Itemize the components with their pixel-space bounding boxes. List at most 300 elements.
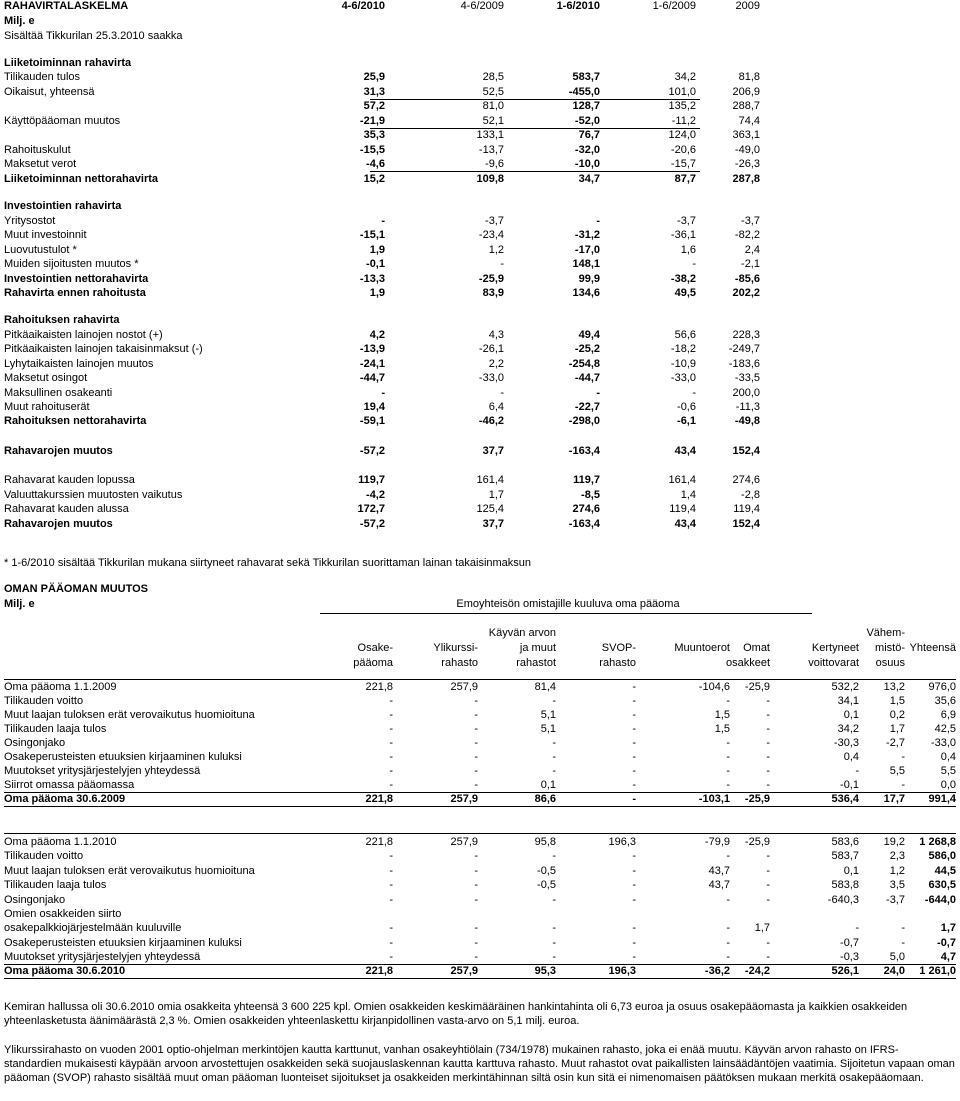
cell-value: - bbox=[766, 709, 770, 721]
cell-value: - bbox=[389, 937, 393, 949]
row-label: Oma pääoma 30.6.2010 bbox=[4, 965, 126, 977]
row-label: Rahoituskulut bbox=[4, 144, 71, 156]
cell-value: 221,8 bbox=[365, 681, 393, 693]
cell-value: 0,1 bbox=[843, 865, 859, 877]
cell-value: 586,0 bbox=[928, 850, 956, 862]
cell-value: -8,5 bbox=[581, 489, 600, 501]
cell-value: - bbox=[632, 850, 636, 862]
cell-value: 1,6 bbox=[680, 244, 696, 256]
cell-value: 19,2 bbox=[883, 836, 905, 848]
cell-value: 81,4 bbox=[534, 681, 556, 693]
cell-value: -17,0 bbox=[574, 244, 600, 256]
equity-row bbox=[4, 778, 956, 792]
cell-value: -163,4 bbox=[568, 518, 600, 530]
cell-value: -36,2 bbox=[704, 965, 730, 977]
equity-col-header: rahasto bbox=[441, 657, 478, 669]
cell-value: -104,6 bbox=[698, 681, 730, 693]
cell-value: - bbox=[389, 779, 393, 791]
cashflow-row bbox=[4, 257, 956, 271]
cashflow-row bbox=[4, 214, 956, 228]
cell-value: - bbox=[632, 894, 636, 906]
cell-value: 134,6 bbox=[572, 287, 600, 299]
equity-header-line bbox=[4, 641, 956, 655]
cell-value: - bbox=[632, 879, 636, 891]
cell-value: -21,9 bbox=[359, 115, 385, 127]
cashflow-title: RAHAVIRTALASKELMA bbox=[4, 0, 129, 12]
cell-value: 206,9 bbox=[732, 86, 760, 98]
cell-value: - bbox=[389, 850, 393, 862]
equity-col-header: pääoma bbox=[353, 657, 393, 669]
cell-value: - bbox=[552, 695, 556, 707]
cell-value: 24,0 bbox=[883, 965, 905, 977]
cell-value: - bbox=[474, 751, 478, 763]
row-label: Oma pääoma 1.1.2009 bbox=[4, 681, 117, 693]
row-label: Investointien nettorahavirta bbox=[4, 273, 149, 285]
cell-value: - bbox=[632, 865, 636, 877]
total-rule-top bbox=[4, 792, 956, 793]
cell-value: - bbox=[901, 922, 905, 934]
equity-col-header: Muuntoerot bbox=[674, 642, 730, 654]
cell-value: - bbox=[766, 879, 770, 891]
cell-value: 34,7 bbox=[578, 173, 600, 185]
cell-value: 196,3 bbox=[608, 836, 636, 848]
cell-value: -36,1 bbox=[670, 229, 696, 241]
cell-value: - bbox=[726, 951, 730, 963]
cell-value: - bbox=[552, 751, 556, 763]
cashflow-row bbox=[4, 272, 956, 286]
cell-value: - bbox=[596, 387, 600, 399]
cell-value: -24,1 bbox=[359, 358, 385, 370]
row-label: Oikaisut, yhteensä bbox=[4, 86, 95, 98]
cell-value: -3,7 bbox=[485, 215, 504, 227]
cell-value: -49,8 bbox=[734, 415, 760, 427]
cashflow-row bbox=[4, 85, 956, 99]
cell-value: 221,8 bbox=[365, 793, 393, 805]
cell-value: - bbox=[474, 779, 478, 791]
cell-value: - bbox=[632, 765, 636, 777]
cell-value: - bbox=[389, 751, 393, 763]
cell-value: 0,1 bbox=[540, 779, 556, 791]
equity-row bbox=[4, 964, 956, 978]
cell-value: - bbox=[474, 922, 478, 934]
cashflow-row bbox=[4, 157, 956, 171]
equity-row bbox=[4, 792, 956, 806]
cashflow-footnote-row bbox=[4, 556, 956, 570]
cell-value: -0,1 bbox=[366, 258, 385, 270]
cell-value: -0,7 bbox=[840, 937, 859, 949]
cashflow-row bbox=[4, 328, 956, 342]
cell-value: 630,5 bbox=[928, 879, 956, 891]
cell-value: 76,7 bbox=[578, 129, 600, 141]
cashflow-row bbox=[4, 99, 956, 113]
cell-value: 1,5 bbox=[714, 723, 730, 735]
cell-value: 196,3 bbox=[608, 965, 636, 977]
cell-value: -10,9 bbox=[670, 358, 696, 370]
cell-value: 200,0 bbox=[732, 387, 760, 399]
equity-col-header: Ylikurssi- bbox=[433, 642, 478, 654]
total-rule-bottom bbox=[4, 806, 956, 807]
equity-row bbox=[4, 864, 956, 878]
cell-value: 83,9 bbox=[482, 287, 504, 299]
cell-value: - bbox=[474, 850, 478, 862]
cell-value: -22,7 bbox=[574, 401, 600, 413]
cell-value: 34,2 bbox=[674, 71, 696, 83]
row-label: Muutokset yritysjärjestelyjen yhteydessä bbox=[4, 765, 201, 777]
cell-value: - bbox=[632, 793, 636, 805]
treasury-shares-text: Kemiran hallussa oli 30.6.2010 omia osakkeita yhteensä 3 600 225 kpl. Omien osakkeiden keskimääräinen hankintahinta oli 6,73 euroa ja osuus osakepääomasta ja kaikkien osakkeiden yhteenlasketusta äänimäärästä 2,3 %. Omien osakkeiden yhteenlaskettu kirjanpidollinen vasta-arvo on 5,1 milj. euroa. bbox=[4, 1001, 908, 1027]
equity-title: OMAN PÄÄOMAN MUUTOS bbox=[4, 583, 149, 595]
cell-value: 35,3 bbox=[363, 129, 385, 141]
cell-value: 35,6 bbox=[934, 695, 956, 707]
equity-col-header: ja muut bbox=[519, 642, 556, 654]
cell-value: -57,2 bbox=[359, 445, 385, 457]
cell-value: 257,9 bbox=[450, 836, 478, 848]
row-label: Rahavarat kauden lopussa bbox=[4, 474, 135, 486]
row-label: Käyttöpääoman muutos bbox=[4, 115, 121, 127]
row-label: Maksullinen osakeanti bbox=[4, 387, 113, 399]
cell-value: -4,2 bbox=[366, 489, 385, 501]
cell-value: 128,7 bbox=[572, 100, 600, 112]
cell-value: -23,4 bbox=[478, 229, 504, 241]
equity-group-header: Emoyhteisön omistajille kuuluva oma pääoma bbox=[456, 598, 680, 610]
cashflow-row bbox=[4, 56, 956, 70]
cell-value: - bbox=[726, 894, 730, 906]
cell-value: 532,2 bbox=[831, 681, 859, 693]
cell-value: 19,4 bbox=[363, 401, 385, 413]
cell-value: - bbox=[500, 387, 504, 399]
cell-value: -79,9 bbox=[704, 836, 730, 848]
cashflow-row bbox=[4, 128, 956, 142]
row-label: Investointien rahavirta bbox=[4, 200, 122, 212]
cashflow-row bbox=[4, 414, 956, 428]
cell-value: -254,8 bbox=[568, 358, 600, 370]
cell-value: - bbox=[552, 951, 556, 963]
cell-value: 119,4 bbox=[669, 503, 696, 515]
row-label: Maksetut osingot bbox=[4, 372, 88, 384]
row-label: Rahavarojen muutos bbox=[4, 445, 113, 457]
cell-value: 363,1 bbox=[732, 129, 760, 141]
cell-value: - bbox=[474, 865, 478, 877]
cell-value: 526,1 bbox=[831, 965, 859, 977]
cell-value: 99,9 bbox=[578, 273, 600, 285]
cell-value: 1,7 bbox=[940, 922, 956, 934]
cell-value: 536,4 bbox=[831, 793, 859, 805]
cell-value: -24,2 bbox=[744, 965, 770, 977]
cell-value: 49,4 bbox=[578, 329, 600, 341]
row-label: Oma pääoma 1.1.2010 bbox=[4, 836, 117, 848]
cell-value: -33,0 bbox=[478, 372, 504, 384]
cell-value: 34,2 bbox=[837, 723, 859, 735]
cell-value: 1,9 bbox=[369, 287, 385, 299]
cell-value: - bbox=[855, 922, 859, 934]
col-header-1-6-2010: 1-6/2010 bbox=[556, 0, 600, 12]
cashflow-row bbox=[4, 400, 956, 414]
cashflow-row bbox=[4, 172, 956, 186]
row-label: Pitkäaikaisten lainojen nostot (+) bbox=[4, 329, 163, 341]
equity-row bbox=[4, 950, 956, 964]
cell-value: -44,7 bbox=[574, 372, 600, 384]
cell-value: 5,5 bbox=[889, 765, 905, 777]
cell-value: - bbox=[474, 951, 478, 963]
row-label: Rahavarat kauden alussa bbox=[4, 503, 129, 515]
total-rule-bottom bbox=[4, 978, 956, 979]
cell-value: 221,8 bbox=[365, 965, 393, 977]
cell-value: -25,9 bbox=[744, 681, 770, 693]
cell-value: - bbox=[766, 951, 770, 963]
cell-value: -25,9 bbox=[744, 836, 770, 848]
cell-value: 161,4 bbox=[476, 474, 504, 486]
cell-value: -11,3 bbox=[735, 401, 760, 413]
cell-value: -52,0 bbox=[574, 115, 600, 127]
cell-value: 4,3 bbox=[488, 329, 504, 341]
row-label: Tilikauden laaja tulos bbox=[4, 879, 107, 891]
cashflow-row bbox=[4, 143, 956, 157]
cell-value: -0,6 bbox=[677, 401, 696, 413]
cell-value: -13,7 bbox=[478, 144, 504, 156]
cell-value: 1,9 bbox=[369, 244, 385, 256]
cell-value: 287,8 bbox=[732, 173, 760, 185]
cell-value: 1 268,8 bbox=[919, 836, 956, 848]
cell-value: 991,4 bbox=[928, 793, 956, 805]
cell-value: - bbox=[855, 765, 859, 777]
cell-value: - bbox=[381, 215, 385, 227]
col-header-2009: 2009 bbox=[735, 0, 760, 12]
cell-value: 74,4 bbox=[738, 115, 760, 127]
cell-value: 583,7 bbox=[572, 71, 600, 83]
cell-value: -26,1 bbox=[478, 343, 504, 355]
cell-value: 5,1 bbox=[540, 723, 556, 735]
cell-value: - bbox=[632, 695, 636, 707]
row-label: Lyhytaikaisten lainojen muutos bbox=[4, 358, 154, 370]
cell-value: -0,1 bbox=[840, 779, 859, 791]
cell-value: -3,7 bbox=[886, 894, 905, 906]
cell-value: -13,9 bbox=[359, 343, 385, 355]
cell-value: 119,7 bbox=[573, 474, 600, 486]
cashflow-row bbox=[4, 386, 956, 400]
cell-value: 57,2 bbox=[363, 100, 385, 112]
cell-value: -4,6 bbox=[366, 158, 385, 170]
cell-value: -15,5 bbox=[359, 144, 385, 156]
cell-value: -57,2 bbox=[359, 518, 385, 530]
cell-value: - bbox=[389, 894, 393, 906]
row-label: Osakeperusteisten etuuksien kirjaaminen kuluksi bbox=[4, 937, 242, 949]
equity-row bbox=[4, 893, 956, 907]
cashflow-row bbox=[4, 502, 956, 516]
cell-value: 6,4 bbox=[488, 401, 504, 413]
equity-unit: Milj. e bbox=[4, 598, 35, 610]
cell-value: -455,0 bbox=[568, 86, 600, 98]
equity-row bbox=[4, 694, 956, 708]
cell-value: -59,1 bbox=[359, 415, 385, 427]
equity-row bbox=[4, 878, 956, 892]
cell-value: 43,4 bbox=[674, 445, 696, 457]
cell-value: - bbox=[389, 879, 393, 891]
cell-value: 31,3 bbox=[363, 86, 385, 98]
cell-value: 86,6 bbox=[534, 793, 556, 805]
cell-value: -13,3 bbox=[359, 273, 385, 285]
cell-value: - bbox=[632, 951, 636, 963]
cashflow-row bbox=[4, 313, 956, 327]
cell-value: 95,8 bbox=[534, 836, 556, 848]
cell-value: 4,7 bbox=[940, 951, 956, 963]
cashflow-row bbox=[4, 70, 956, 84]
cell-value: -25,9 bbox=[478, 273, 504, 285]
cell-value: 583,8 bbox=[831, 879, 859, 891]
cell-value: 221,8 bbox=[365, 836, 393, 848]
cell-value: - bbox=[726, 765, 730, 777]
cell-value: 2,3 bbox=[889, 850, 905, 862]
equity-col-header: SVOP- bbox=[601, 642, 636, 654]
cell-value: - bbox=[632, 737, 636, 749]
cell-value: - bbox=[632, 723, 636, 735]
cell-value: 119,7 bbox=[358, 474, 385, 486]
row-label: Luovutustulot * bbox=[4, 244, 77, 256]
cell-value: 52,1 bbox=[482, 115, 504, 127]
cell-value: -33,5 bbox=[734, 372, 760, 384]
cell-value: - bbox=[632, 751, 636, 763]
cell-value: -3,7 bbox=[741, 215, 760, 227]
cashflow-row bbox=[4, 488, 956, 502]
cell-value: - bbox=[474, 765, 478, 777]
cell-value: -103,1 bbox=[698, 793, 730, 805]
cell-value: - bbox=[474, 695, 478, 707]
cashflow-row bbox=[4, 473, 956, 487]
cashflow-row bbox=[4, 444, 956, 458]
cell-value: -249,7 bbox=[728, 343, 760, 355]
cell-value: - bbox=[632, 779, 636, 791]
cell-value: 119,4 bbox=[733, 503, 760, 515]
cashflow-row bbox=[4, 228, 956, 242]
cell-value: - bbox=[726, 751, 730, 763]
equity-row bbox=[4, 708, 956, 722]
row-label: Siirrot omassa pääomassa bbox=[4, 779, 135, 791]
cell-value: - bbox=[766, 779, 770, 791]
cell-value: - bbox=[726, 737, 730, 749]
row-label: Muut rahoituserät bbox=[4, 401, 90, 413]
cell-value: 1 261,0 bbox=[919, 965, 956, 977]
cell-value: 0,2 bbox=[889, 709, 905, 721]
row-label: Muut laajan tuloksen erät verovaikutus huomioituna bbox=[4, 709, 255, 721]
cell-value: - bbox=[766, 894, 770, 906]
cell-value: -0,3 bbox=[840, 951, 859, 963]
row-label: Rahavirta ennen rahoitusta bbox=[4, 287, 146, 299]
cell-value: 6,9 bbox=[940, 709, 956, 721]
equity-col-header: Kertyneet bbox=[811, 642, 859, 654]
cell-value: - bbox=[766, 865, 770, 877]
cell-value: 125,4 bbox=[476, 503, 504, 515]
cell-value: - bbox=[500, 258, 504, 270]
cell-value: -11,2 bbox=[671, 115, 696, 127]
cell-value: 43,4 bbox=[674, 518, 696, 530]
equity-col-header: osuus bbox=[875, 657, 905, 669]
cell-value: - bbox=[474, 723, 478, 735]
equity-col-header: voittovarat bbox=[808, 657, 859, 669]
cell-value: -30,3 bbox=[833, 737, 859, 749]
cell-value: - bbox=[632, 681, 636, 693]
cell-value: 101,0 bbox=[668, 86, 696, 98]
cell-value: -18,2 bbox=[670, 343, 696, 355]
cashflow-row bbox=[4, 342, 956, 356]
row-label: Osingonjako bbox=[4, 737, 66, 749]
cell-value: - bbox=[389, 765, 393, 777]
equity-col-header: Omat bbox=[743, 642, 770, 654]
cell-value: -183,6 bbox=[728, 358, 760, 370]
cell-value: 56,6 bbox=[674, 329, 696, 341]
cashflow-note-row bbox=[4, 29, 956, 43]
cell-value: - bbox=[766, 737, 770, 749]
cell-value: -46,2 bbox=[478, 415, 504, 427]
cell-value: 43,7 bbox=[708, 865, 730, 877]
cell-value: 257,9 bbox=[450, 965, 478, 977]
cell-value: 2,2 bbox=[488, 358, 504, 370]
cell-value: - bbox=[766, 695, 770, 707]
cell-value: -38,2 bbox=[670, 273, 696, 285]
equity-row bbox=[4, 921, 956, 935]
row-label: Tilikauden voitto bbox=[4, 695, 84, 707]
cell-value: 5,1 bbox=[540, 709, 556, 721]
cell-value: -163,4 bbox=[568, 445, 600, 457]
equity-col-header: Yhteensä bbox=[909, 642, 956, 654]
row-label: Liiketoiminnan nettorahavirta bbox=[4, 173, 159, 185]
row-label: Rahavarojen muutos bbox=[4, 518, 113, 530]
col-header-4-6-2009: 4-6/2009 bbox=[460, 0, 504, 12]
row-label: Omien osakkeiden siirto bbox=[4, 908, 122, 920]
cell-value: 17,7 bbox=[883, 793, 905, 805]
row-label: Oma pääoma 30.6.2009 bbox=[4, 793, 126, 805]
cell-value: - bbox=[901, 751, 905, 763]
cell-value: 148,1 bbox=[572, 258, 600, 270]
cell-value: - bbox=[474, 894, 478, 906]
cell-value: 257,9 bbox=[450, 793, 478, 805]
row-label: Valuuttakurssien muutosten vaikutus bbox=[4, 489, 183, 501]
cell-value: - bbox=[474, 737, 478, 749]
cell-value: - bbox=[552, 922, 556, 934]
cell-value: -0,7 bbox=[937, 937, 956, 949]
cell-value: 172,7 bbox=[357, 503, 385, 515]
cell-value: 1,7 bbox=[754, 922, 770, 934]
cell-value: -0,5 bbox=[537, 879, 556, 891]
equity-row bbox=[4, 750, 956, 764]
cell-value: 43,7 bbox=[708, 879, 730, 891]
cashflow-row bbox=[4, 243, 956, 257]
equity-group-underline bbox=[320, 613, 812, 614]
cell-value: - bbox=[632, 709, 636, 721]
equity-row bbox=[4, 764, 956, 778]
cell-value: 0,4 bbox=[843, 751, 859, 763]
row-label: Muut investoinnit bbox=[4, 229, 87, 241]
cell-value: -10,0 bbox=[574, 158, 600, 170]
cell-value: 228,3 bbox=[732, 329, 760, 341]
cell-value: - bbox=[474, 879, 478, 891]
cell-value: - bbox=[389, 865, 393, 877]
cell-value: -20,6 bbox=[670, 144, 696, 156]
cell-value: -0,5 bbox=[537, 865, 556, 877]
equity-group-row bbox=[4, 597, 956, 611]
cell-value: - bbox=[726, 850, 730, 862]
cell-value: - bbox=[389, 737, 393, 749]
cell-value: 95,3 bbox=[534, 965, 556, 977]
equity-row bbox=[4, 907, 956, 921]
cell-value: -32,0 bbox=[574, 144, 600, 156]
cashflow-row bbox=[4, 286, 956, 300]
cell-value: - bbox=[726, 922, 730, 934]
equity-row bbox=[4, 936, 956, 950]
cell-value: 28,5 bbox=[482, 71, 504, 83]
cell-value: 1,4 bbox=[680, 489, 696, 501]
cell-value: 133,1 bbox=[476, 129, 504, 141]
cell-value: 274,6 bbox=[732, 474, 760, 486]
row-label: Muut laajan tuloksen erät verovaikutus huomioituna bbox=[4, 865, 255, 877]
